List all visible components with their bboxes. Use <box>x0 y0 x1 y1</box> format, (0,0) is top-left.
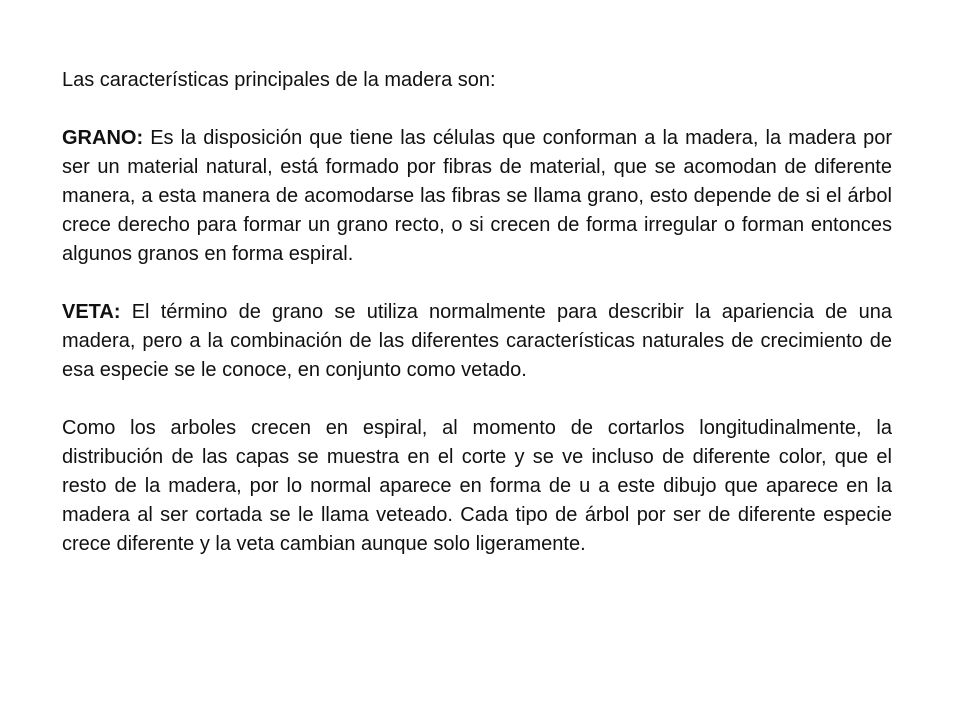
grano-term: GRANO: <box>62 127 144 149</box>
intro-paragraph: Las características principales de la madera son: <box>62 69 496 91</box>
grano-paragraph <box>62 124 892 269</box>
veta-paragraph <box>62 298 892 385</box>
veta-term: VETA: <box>62 301 121 323</box>
grano-text: Es la disposición que tiene las células que conforman a la madera, la madera por ser un material natural, está formado por fibras de material, que se acomodan de diferente manera, a esta manera de acomodarse las fibras se llama grano, esto depende de si el árbol crece derecho para formar un grano recto, o si crecen de forma irregular o forman entonces algunos granos en forma espiral. <box>62 127 892 265</box>
veta-text: El término de grano se utiliza normalmente para describir la apariencia de una madera, pero a la combinación de las diferentes características naturales de crecimiento de esa especie se le conoce, en conjunto como vetado. <box>62 301 892 381</box>
slide-body <box>62 66 892 588</box>
veteado-paragraph: Como los arboles crecen en espiral, al momento de cortarlos longitudinalmente, la distribución de las capas se muestra en el corte y se ve incluso de diferente color, que el resto de la madera, por lo normal aparece en forma de u a este dibujo que aparece en la madera al ser cortada se le llama veteado. Cada tipo de árbol por ser de diferente especie crece diferente y la veta cambian aunque solo ligeramente. <box>62 417 892 555</box>
